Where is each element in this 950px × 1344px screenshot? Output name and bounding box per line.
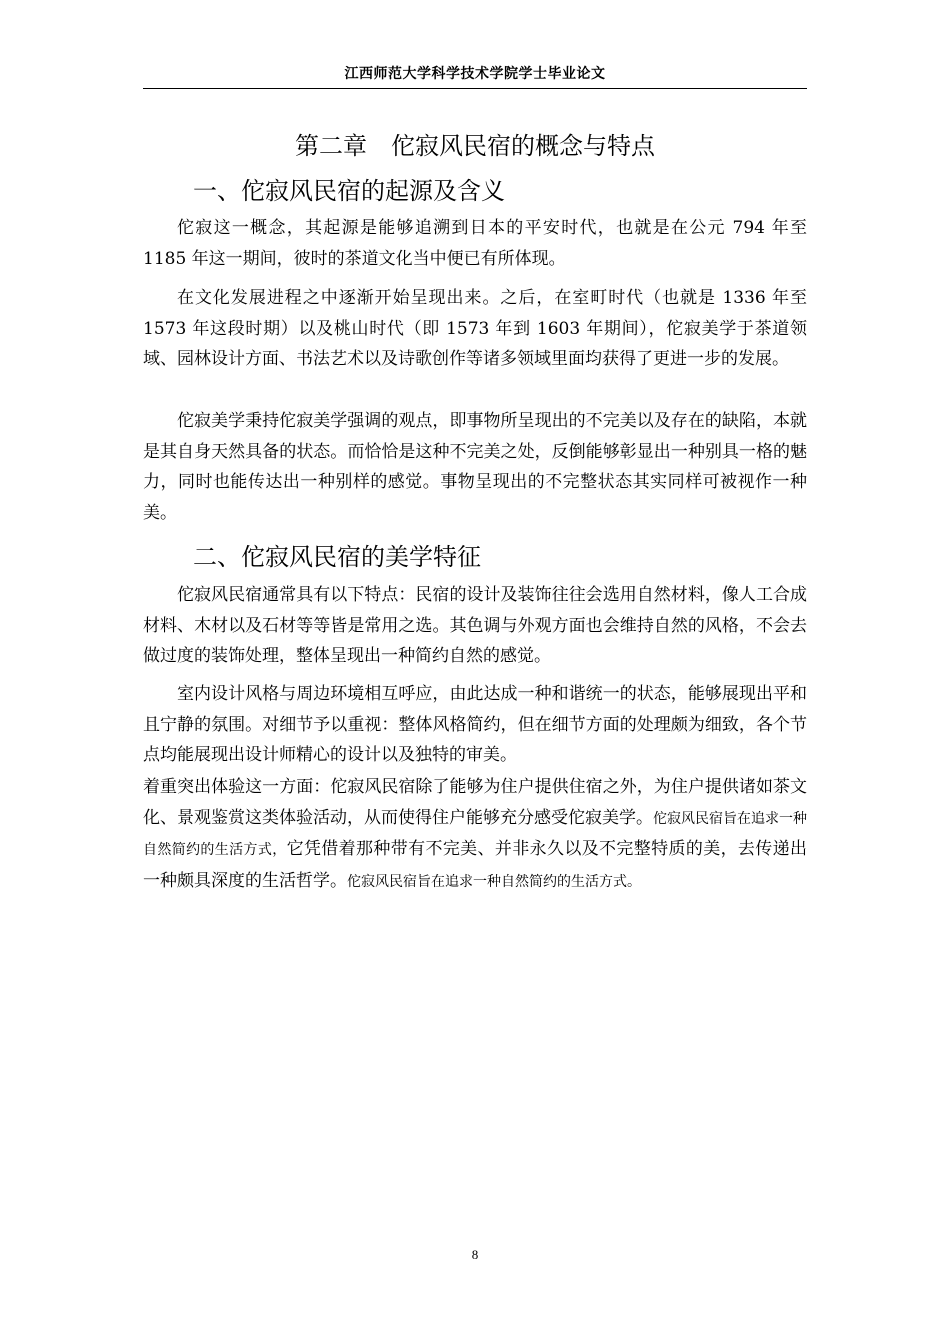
paragraph-text: 它凭借着那种带有不完美、并非永久以及不完整特质的美，去传递出一种颇具深度的生活哲学。: [143, 839, 808, 891]
paragraph: 在文化发展进程之中逐渐开始呈现出来。之后，在室町时代（也就是 1336 年至 1573 年这段时期）以及桃山时代（即 1573 年到 1603 年期间），佗寂美学于茶道领域、园林设计方面、书法艺术以及诗歌创作等诸多领域里面均获得了更进一步的发展。: [143, 288, 807, 369]
paragraph: 佗寂风民宿通常具有以下特点：民宿的设计及装饰往往会选用自然材料，像人工合成材料、木材以及石材等等皆是常用之选。其色调与外观方面也会维持自然的风格，不会去做过度的装饰处理，整体呈现出一种简约自然的感觉。: [143, 585, 807, 666]
section-heading-aesthetics: 二、佗寂风民宿的美学特征: [193, 543, 481, 571]
paragraph-text-small: 佗寂风民宿旨在追求一种自然简约的生活方式。: [347, 873, 641, 890]
paragraph: 佗寂美学秉持佗寂美学强调的观点，即事物所呈现出的不完美以及存在的缺陷，本就是其自身天然具备的状态。而恰恰是这种不完美之处，反倒能够彰显出一种别具一格的魅力，同时也能传达出一种别样的感觉。事物呈现出的不完整状态其实同样可被视作一种美。: [143, 411, 807, 523]
paragraph-experience: [143, 772, 807, 897]
chapter-title: 第二章 佗寂风民宿的概念与特点: [295, 132, 655, 160]
section-heading-origin: 一、佗寂风民宿的起源及含义: [193, 177, 505, 205]
page-number: 8: [471, 1247, 479, 1262]
running-header: 江西师范大学科学技术学院学士毕业论文: [344, 66, 606, 82]
paragraph-text: 着重突出体验这一方面：佗寂风民宿除了能够为住户提供住宿之外，为住户提供诸如茶文化、景观鉴赏这类体验活动，从而使得住户能够充分感受佗寂美学。: [143, 777, 807, 828]
paragraph: 佗寂这一概念，其起源是能够追溯到日本的平安时代，也就是在公元 794 年至 1185 年这一期间，彼时的茶道文化当中便已有所体现。: [143, 218, 807, 269]
paragraph: 室内设计风格与周边环境相互呼应，由此达成一种和谐统一的状态，能够展现出平和且宁静的氛围。对细节予以重视：整体风格简约，但在细节方面的处理颇为细致，各个节点均能展现出设计师精心的设计以及独特的审美。: [143, 684, 807, 765]
paragraph-text-small: 佗寂风民宿旨在追求一种自然简约的生活方式，: [143, 810, 807, 858]
header-rule: [143, 88, 807, 89]
